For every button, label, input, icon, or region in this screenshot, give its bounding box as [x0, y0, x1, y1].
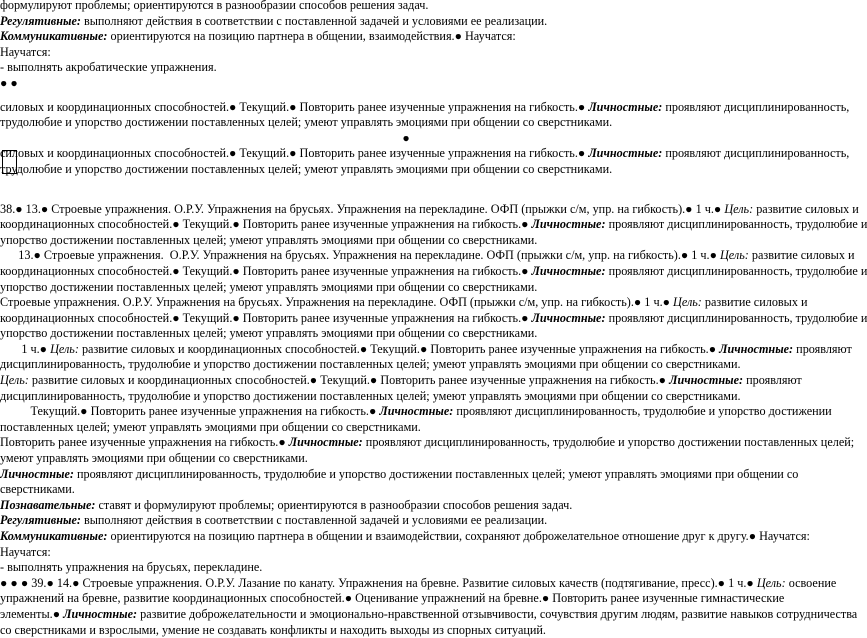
text-line: Строевые упражнения. О.Р.У. Упражнения на брусьях. Упражнения на перекладине. ОФП (прыжки с/м, упр. на гибкость).● 1 ч.● Цель: развитие силовых и [0, 295, 808, 310]
term-label: Личностные: [588, 146, 663, 161]
text-line: Регулятивные: выполняют действия в соответствии с поставленной задачей и условиями ее реализации. [0, 13, 548, 28]
term-label: Регулятивные: [0, 513, 81, 528]
text-line: трудолюбие и упорство достижении поставленных целей; умеют управлять эмоциями при общении со сверстниками. [0, 115, 613, 130]
text-line: упорство достижении поставленных целей; умеют управлять эмоциями при общении со сверстниками. [0, 326, 538, 341]
text-line: поставленных целей; умеют управлять эмоциями при общении со сверстниками. [0, 419, 421, 434]
bullet-line: ● [402, 130, 410, 145]
text-line: 13.● Строевые упражнения. О.Р.У. Упражнения на брусьях. Упражнения на перекладине. ОФП (прыжки с/м, упр. на гибкость).● 1 ч.● Цель: развитие силовых и [0, 248, 855, 263]
term-label: Цель: [673, 295, 702, 310]
text-line: ● ● ● 39.● 14.● Строевые упражнения. О.Р.У. Лазание по канату. Упражнения на бревне. Развитие силовых качеств (подтягивание, пресс).● 1 ч.● Цель: освоение [0, 575, 837, 590]
text-line: Текущий.● Повторить ранее изученные упражнения на гибкость.● Личностные: проявляют дисциплинированность, трудолюбие и упорство достижении [0, 404, 832, 419]
term-label: Личностные: [288, 435, 363, 450]
text-line: формулируют проблемы; ориентируются в разнообразии способов решения задач. [0, 0, 429, 12]
term-label: Личностные: [379, 404, 454, 419]
term-label: Регулятивные: [0, 13, 81, 28]
text-line: 1 ч.● Цель: развитие силовых и координационных способностей.● Текущий.● Повторить ранее изученные упражнения на гибкость.● Личностные: проявляют [0, 341, 852, 356]
text-line: силовых и координационных способностей.● Текущий.● Повторить ранее изученные упражнения на гибкость.● Личностные: проявляют дисциплинированность, [0, 146, 850, 161]
term-label: Цель: [724, 201, 754, 216]
term-label: Цель: [0, 373, 29, 388]
text-line: координационных способностей.● Текущий.● Повторить ранее изученные упражнения на гибкость.● Личностные: проявляют дисциплинированность, трудолюбие и [0, 310, 867, 325]
text-line: Повторить ранее изученные упражнения на гибкость.● Личностные: проявляют дисциплинированность, трудолюбие и упорство достижении поставленных целей; [0, 435, 855, 450]
term-label: Коммуникативные: [0, 29, 108, 44]
text-line: Регулятивные: выполняют действия в соответствии с поставленной задачей и условиями ее реализации. [0, 513, 548, 528]
text-line: Коммуникативные: ориентируются на позицию партнера в общении, взаимодействия.● Научатся: [0, 29, 516, 44]
text-line: Коммуникативные: ориентируются на позицию партнера в общении и взаимодействии, сохраняют доброжелательное отношение друг к другу.● Научатся: [0, 529, 810, 543]
bullet-line: ● ● [0, 75, 18, 90]
term-label: Познавательные: [0, 497, 96, 512]
term-label: Цель: [720, 248, 749, 263]
text-line: элементы.● Личностные: развитие доброжелательности и эмоционально-нравственной отзывчивости, сочувствия другим людям, развитие навыков сотрудничества [0, 606, 858, 621]
text-line: Научатся: [0, 544, 51, 559]
term-label: Личностные: [588, 99, 663, 114]
term-label: Цель: [756, 575, 786, 590]
term-label: Личностные: [531, 263, 606, 278]
term-label: Личностные: [63, 606, 138, 621]
term-label: Личностные: [719, 341, 794, 356]
text-line: дисциплинированность, трудолюбие и упорство достижении поставленных целей; умеют управлять эмоциями при общении со сверстниками. [0, 388, 741, 403]
text-line: Научатся: [0, 44, 51, 59]
text-line: трудолюбие и упорство достижении поставленных целей; умеют управлять эмоциями при общении со сверстниками. [0, 161, 613, 176]
text-line: Цель: развитие силовых и координационных способностей.● Текущий.● Повторить ранее изученные упражнения на гибкость.● Личностные: проявляют [0, 373, 802, 388]
term-label: Личностные: [531, 310, 606, 325]
text-line: координационных способностей.● Текущий.● Повторить ранее изученные упражнения на гибкость.● Личностные: проявляют дисциплинированность, трудолюбие и [0, 217, 867, 232]
term-label: Личностные: [0, 466, 74, 481]
text-line: Личностные: проявляют дисциплинированность, трудолюбие и упорство достижении поставленных целей; умеют управлять эмоциями при общении со [0, 466, 799, 481]
text-line: координационных способностей.● Текущий.● Повторить ранее изученные упражнения на гибкость.● Личностные: проявляют дисциплинированность, трудолюбие и [0, 263, 867, 278]
term-label: Коммуникативные: [0, 529, 108, 543]
text-line: 38.● 13.● Строевые упражнения. О.Р.У. Упражнения на брусьях. Упражнения на перекладине. ОФП (прыжки с/м, упр. на гибкость).● 1 ч.● Цель: развитие силовых и [0, 201, 859, 216]
text-line: силовых и координационных способностей.● Текущий.● Повторить ранее изученные упражнения на гибкость.● Личностные: проявляют дисциплинированность, [0, 99, 850, 114]
text-line: упорство достижении поставленных целей; умеют управлять эмоциями при общении со сверстниками. [0, 232, 538, 247]
text-line: умеют управлять эмоциями при общении со сверстниками. [0, 451, 308, 466]
text-line: сверстниками. [0, 482, 75, 497]
term-label: Личностные: [531, 217, 606, 232]
text-line: упорство достижении поставленных целей; умеют управлять эмоциями при общении со сверстниками. [0, 279, 538, 294]
text-line: - выполнять акробатические упражнения. [0, 60, 217, 75]
text-line: со сверстниками и взрослыми, умение не создавать конфликты и находить выходы из спорных ситуаций. [0, 622, 546, 637]
text-line: Познавательные: ставят и формулируют проблемы; ориентируются в разнообразии способов решения задач. [0, 497, 573, 512]
text-line: дисциплинированность, трудолюбие и упорство достижении поставленных целей; умеют управлять эмоциями при общении со сверстниками. [0, 357, 741, 372]
text-line: - выполнять упражнения на брусьях, перекладине. [0, 560, 263, 575]
term-label: Цель: [50, 341, 79, 356]
text-line: упражнений на бревне, развитие координационных способностей.● Оценивание упражнений на бревне.● Повторить ранее изученные гимнастические [0, 591, 785, 606]
term-label: Личностные: [669, 373, 744, 388]
